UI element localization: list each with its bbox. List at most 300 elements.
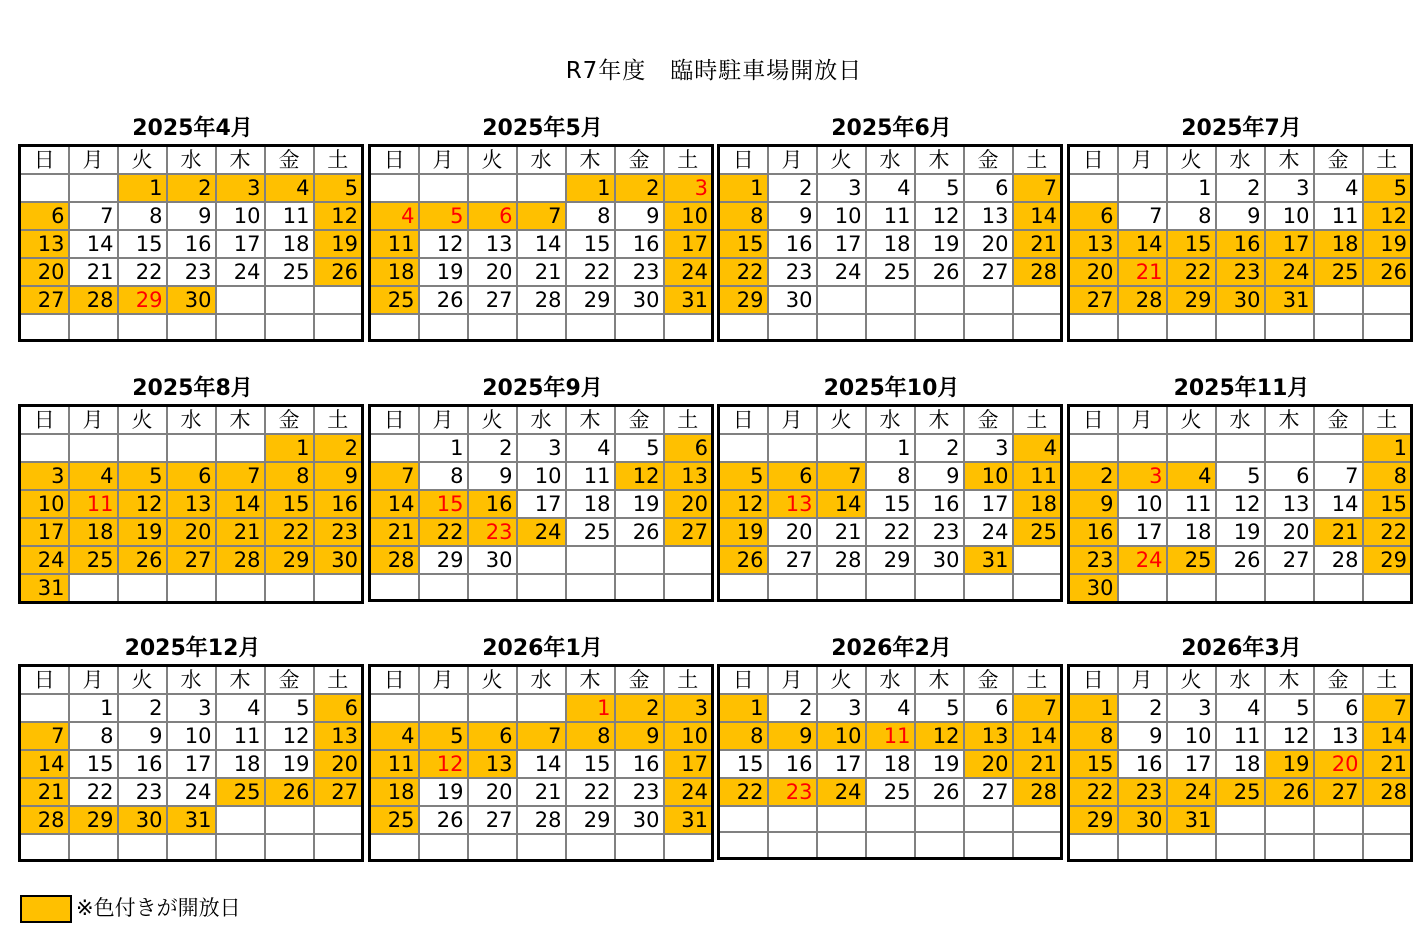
empty-cell	[314, 286, 363, 314]
day-cell: 25	[566, 518, 615, 546]
day-cell: 10	[1118, 490, 1167, 518]
day-cell: 23	[615, 778, 664, 806]
day-cell: 26	[615, 518, 664, 546]
weekday-header: 日	[719, 406, 768, 435]
day-cell: 18	[216, 750, 265, 778]
empty-cell	[20, 434, 69, 462]
day-cell: 22	[866, 518, 915, 546]
day-cell: 23	[167, 258, 216, 286]
day-cell: 2	[1069, 462, 1118, 490]
day-cell: 20	[964, 230, 1013, 258]
weekday-header: 水	[866, 146, 915, 175]
weekday-header: 金	[615, 666, 664, 695]
day-cell: 21	[1118, 258, 1167, 286]
empty-cell	[615, 834, 664, 860]
day-cell: 28	[20, 806, 69, 834]
month-calendar	[1067, 144, 1413, 342]
month-title: 2026年3月	[1181, 636, 1302, 661]
month-calendar	[18, 404, 364, 604]
weekday-header: 水	[167, 406, 216, 435]
weekday-header: 日	[370, 146, 419, 175]
day-cell: 10	[964, 462, 1013, 490]
empty-cell	[566, 314, 615, 340]
month-title: 2025年8月	[132, 376, 253, 401]
empty-cell	[1013, 314, 1062, 340]
day-cell: 25	[69, 546, 118, 574]
weekday-header: 水	[866, 406, 915, 435]
day-cell: 13	[314, 722, 363, 750]
week-row	[1069, 258, 1412, 286]
empty-cell	[517, 834, 566, 860]
weekday-header: 火	[118, 406, 167, 435]
day-cell: 27	[768, 546, 817, 574]
week-row	[1069, 462, 1412, 490]
weekday-header: 木	[216, 146, 265, 175]
day-cell: 16	[314, 490, 363, 518]
day-cell: 26	[314, 258, 363, 286]
month-title: 2025年6月	[831, 116, 952, 141]
empty-cell	[1118, 574, 1167, 603]
week-row	[370, 314, 713, 340]
day-cell: 19	[1363, 230, 1412, 258]
day-cell: 3	[664, 174, 713, 202]
week-row	[719, 202, 1062, 230]
day-cell: 30	[1118, 806, 1167, 834]
empty-cell	[1265, 834, 1314, 860]
day-cell: 20	[664, 490, 713, 518]
empty-cell	[817, 314, 866, 340]
empty-cell	[216, 806, 265, 834]
day-cell: 28	[817, 546, 866, 574]
day-cell: 1	[265, 434, 314, 462]
day-cell: 3	[167, 694, 216, 722]
day-cell: 5	[915, 174, 964, 202]
day-cell: 27	[314, 778, 363, 806]
empty-cell	[866, 314, 915, 340]
day-cell: 9	[314, 462, 363, 490]
empty-cell	[817, 832, 866, 858]
day-cell: 11	[1167, 490, 1216, 518]
day-cell: 4	[1314, 174, 1363, 202]
day-cell: 13	[964, 202, 1013, 230]
week-row	[20, 806, 363, 834]
week-row	[370, 750, 713, 778]
day-cell: 2	[1216, 174, 1265, 202]
day-cell: 16	[1069, 518, 1118, 546]
weekday-header: 木	[1265, 666, 1314, 695]
week-row	[20, 202, 363, 230]
weekday-header: 月	[419, 146, 468, 175]
day-cell: 1	[1363, 434, 1412, 462]
weekday-header: 土	[314, 406, 363, 435]
day-cell: 12	[314, 202, 363, 230]
empty-cell	[419, 834, 468, 860]
day-cell: 22	[719, 778, 768, 806]
empty-cell	[20, 174, 69, 202]
day-cell: 13	[1069, 230, 1118, 258]
empty-cell	[1013, 546, 1062, 574]
day-cell: 31	[664, 806, 713, 834]
day-cell: 18	[566, 490, 615, 518]
empty-cell	[1314, 286, 1363, 314]
week-row	[20, 834, 363, 860]
weekday-header: 木	[216, 666, 265, 695]
week-row	[719, 286, 1062, 314]
day-cell: 27	[468, 286, 517, 314]
week-row	[1069, 434, 1412, 462]
week-row	[719, 314, 1062, 340]
empty-cell	[69, 574, 118, 603]
empty-cell	[1167, 834, 1216, 860]
day-cell: 16	[615, 230, 664, 258]
day-cell: 24	[817, 778, 866, 806]
day-cell: 2	[915, 434, 964, 462]
day-cell: 20	[1314, 750, 1363, 778]
day-cell: 22	[1167, 258, 1216, 286]
weekday-header: 日	[20, 146, 69, 175]
day-cell: 24	[216, 258, 265, 286]
weekday-header: 木	[566, 666, 615, 695]
day-cell: 3	[1265, 174, 1314, 202]
week-row	[20, 546, 363, 574]
week-row	[719, 434, 1062, 462]
empty-cell	[817, 434, 866, 462]
day-cell: 29	[566, 286, 615, 314]
day-cell: 2	[468, 434, 517, 462]
day-cell: 4	[566, 434, 615, 462]
day-cell: 28	[1118, 286, 1167, 314]
weekday-header: 木	[216, 406, 265, 435]
day-cell: 2	[1118, 694, 1167, 722]
day-cell: 17	[1265, 230, 1314, 258]
day-cell: 25	[866, 778, 915, 806]
weekday-header: 金	[964, 666, 1013, 695]
week-row	[719, 518, 1062, 546]
empty-cell	[719, 314, 768, 340]
weekday-header: 土	[664, 406, 713, 435]
weekday-header: 日	[1069, 406, 1118, 435]
empty-cell	[1216, 806, 1265, 834]
weekday-header: 金	[615, 146, 664, 175]
week-row	[370, 722, 713, 750]
empty-cell	[1013, 806, 1062, 832]
day-cell: 2	[768, 694, 817, 722]
day-cell: 6	[1069, 202, 1118, 230]
day-cell: 31	[20, 574, 69, 603]
day-cell: 8	[1363, 462, 1412, 490]
day-cell: 14	[1013, 202, 1062, 230]
empty-cell	[1363, 314, 1412, 340]
day-cell: 1	[118, 174, 167, 202]
day-cell: 30	[468, 546, 517, 574]
day-cell: 17	[817, 750, 866, 778]
day-cell: 24	[1118, 546, 1167, 574]
day-cell: 28	[1363, 778, 1412, 806]
month-calendar	[18, 144, 364, 342]
day-cell: 24	[167, 778, 216, 806]
weekday-header: 金	[615, 406, 664, 435]
day-cell: 30	[118, 806, 167, 834]
empty-cell	[1363, 806, 1412, 834]
day-cell: 16	[468, 490, 517, 518]
empty-cell	[20, 314, 69, 340]
day-cell: 15	[566, 750, 615, 778]
day-cell: 17	[167, 750, 216, 778]
day-cell: 22	[566, 778, 615, 806]
day-cell: 4	[370, 722, 419, 750]
empty-cell	[866, 286, 915, 314]
day-cell: 11	[1216, 722, 1265, 750]
day-cell: 15	[1363, 490, 1412, 518]
day-cell: 29	[866, 546, 915, 574]
empty-cell	[517, 574, 566, 600]
day-cell: 24	[664, 778, 713, 806]
month-calendar	[1067, 664, 1413, 862]
weekday-header: 木	[915, 146, 964, 175]
day-cell: 4	[216, 694, 265, 722]
weekday-header: 火	[817, 666, 866, 695]
weekday-header: 金	[265, 146, 314, 175]
day-cell: 11	[370, 750, 419, 778]
day-cell: 9	[915, 462, 964, 490]
day-cell: 26	[419, 806, 468, 834]
week-row	[719, 574, 1062, 600]
weekday-header: 土	[1363, 146, 1412, 175]
day-cell: 23	[118, 778, 167, 806]
empty-cell	[1167, 314, 1216, 340]
week-row	[370, 694, 713, 722]
day-cell: 28	[517, 806, 566, 834]
day-cell: 27	[167, 546, 216, 574]
week-row	[20, 778, 363, 806]
weekday-header: 金	[1314, 146, 1363, 175]
day-cell: 14	[1314, 490, 1363, 518]
week-row	[370, 258, 713, 286]
month-title: 2025年10月	[823, 376, 960, 401]
day-cell: 18	[265, 230, 314, 258]
day-cell: 19	[265, 750, 314, 778]
empty-cell	[370, 834, 419, 860]
empty-cell	[719, 574, 768, 600]
empty-cell	[817, 806, 866, 832]
weekday-header: 金	[1314, 666, 1363, 695]
empty-cell	[265, 286, 314, 314]
empty-cell	[1167, 574, 1216, 603]
day-cell: 8	[69, 722, 118, 750]
month-title: 2025年11月	[1173, 376, 1310, 401]
empty-cell	[866, 832, 915, 858]
day-cell: 20	[964, 750, 1013, 778]
day-cell: 16	[118, 750, 167, 778]
empty-cell	[419, 574, 468, 600]
day-cell: 23	[768, 258, 817, 286]
empty-cell	[1363, 286, 1412, 314]
week-row	[1069, 174, 1412, 202]
empty-cell	[216, 286, 265, 314]
day-cell: 7	[69, 202, 118, 230]
day-cell: 17	[664, 230, 713, 258]
day-cell: 10	[167, 722, 216, 750]
day-cell: 31	[664, 286, 713, 314]
weekday-header: 木	[566, 406, 615, 435]
weekday-header: 月	[1118, 146, 1167, 175]
day-cell: 10	[20, 490, 69, 518]
day-cell: 8	[866, 462, 915, 490]
day-cell: 20	[468, 258, 517, 286]
empty-cell	[915, 286, 964, 314]
day-cell: 25	[1167, 546, 1216, 574]
day-cell: 7	[1118, 202, 1167, 230]
day-cell: 30	[1216, 286, 1265, 314]
month-calendar	[717, 404, 1063, 602]
empty-cell	[1118, 434, 1167, 462]
day-cell: 24	[664, 258, 713, 286]
week-row	[20, 750, 363, 778]
week-row	[20, 518, 363, 546]
day-cell: 3	[1167, 694, 1216, 722]
day-cell: 24	[817, 258, 866, 286]
weekday-header: 水	[1216, 406, 1265, 435]
day-cell: 7	[517, 202, 566, 230]
week-row	[370, 834, 713, 860]
week-row	[719, 722, 1062, 750]
day-cell: 26	[915, 258, 964, 286]
empty-cell	[1069, 434, 1118, 462]
day-cell: 15	[719, 750, 768, 778]
empty-cell	[370, 174, 419, 202]
day-cell: 26	[118, 546, 167, 574]
month-title: 2026年1月	[482, 636, 603, 661]
day-cell: 8	[1069, 722, 1118, 750]
week-row	[719, 806, 1062, 832]
day-cell: 9	[615, 202, 664, 230]
day-cell: 4	[1167, 462, 1216, 490]
day-cell: 27	[664, 518, 713, 546]
day-cell: 7	[817, 462, 866, 490]
day-cell: 26	[1216, 546, 1265, 574]
weekday-header: 水	[866, 666, 915, 695]
empty-cell	[1265, 574, 1314, 603]
empty-cell	[265, 806, 314, 834]
empty-cell	[468, 834, 517, 860]
day-cell: 3	[1118, 462, 1167, 490]
week-row	[719, 778, 1062, 806]
empty-cell	[915, 314, 964, 340]
day-cell: 14	[1013, 722, 1062, 750]
week-row	[370, 806, 713, 834]
day-cell: 19	[915, 750, 964, 778]
day-cell: 5	[419, 722, 468, 750]
day-cell: 10	[1167, 722, 1216, 750]
empty-cell	[615, 314, 664, 340]
weekday-header: 火	[468, 666, 517, 695]
empty-cell	[265, 834, 314, 860]
day-cell: 11	[265, 202, 314, 230]
day-cell: 21	[20, 778, 69, 806]
weekday-header: 月	[419, 406, 468, 435]
day-cell: 20	[1069, 258, 1118, 286]
empty-cell	[167, 574, 216, 603]
weekday-header: 火	[468, 146, 517, 175]
day-cell: 5	[314, 174, 363, 202]
empty-cell	[817, 286, 866, 314]
week-row	[719, 174, 1062, 202]
week-row	[370, 490, 713, 518]
weekday-header: 金	[265, 406, 314, 435]
day-cell: 4	[265, 174, 314, 202]
day-cell: 13	[167, 490, 216, 518]
day-cell: 17	[216, 230, 265, 258]
day-cell: 28	[1314, 546, 1363, 574]
week-row	[719, 230, 1062, 258]
week-row	[370, 778, 713, 806]
day-cell: 30	[167, 286, 216, 314]
empty-cell	[314, 834, 363, 860]
week-row	[719, 462, 1062, 490]
day-cell: 15	[719, 230, 768, 258]
empty-cell	[1216, 314, 1265, 340]
empty-cell	[1013, 574, 1062, 600]
week-row	[20, 230, 363, 258]
day-cell: 19	[719, 518, 768, 546]
empty-cell	[566, 546, 615, 574]
empty-cell	[1314, 434, 1363, 462]
weekday-header: 日	[370, 406, 419, 435]
day-cell: 19	[419, 778, 468, 806]
day-cell: 13	[1314, 722, 1363, 750]
weekday-header: 水	[1216, 146, 1265, 175]
day-cell: 18	[1216, 750, 1265, 778]
day-cell: 11	[370, 230, 419, 258]
day-cell: 21	[1013, 750, 1062, 778]
week-row	[719, 832, 1062, 858]
day-cell: 2	[768, 174, 817, 202]
empty-cell	[314, 574, 363, 603]
empty-cell	[768, 314, 817, 340]
empty-cell	[1216, 434, 1265, 462]
empty-cell	[69, 174, 118, 202]
month-calendar	[368, 404, 714, 602]
weekday-header: 月	[69, 146, 118, 175]
week-row	[1069, 202, 1412, 230]
day-cell: 22	[1363, 518, 1412, 546]
day-cell: 1	[566, 694, 615, 722]
day-cell: 17	[517, 490, 566, 518]
week-row	[1069, 546, 1412, 574]
day-cell: 28	[1013, 778, 1062, 806]
day-cell: 26	[265, 778, 314, 806]
day-cell: 27	[468, 806, 517, 834]
empty-cell	[118, 834, 167, 860]
day-cell: 25	[216, 778, 265, 806]
day-cell: 10	[817, 722, 866, 750]
day-cell: 25	[370, 806, 419, 834]
day-cell: 19	[1216, 518, 1265, 546]
day-cell: 23	[1118, 778, 1167, 806]
empty-cell	[370, 314, 419, 340]
day-cell: 10	[817, 202, 866, 230]
empty-cell	[1118, 314, 1167, 340]
day-cell: 8	[566, 202, 615, 230]
day-cell: 6	[468, 722, 517, 750]
day-cell: 5	[615, 434, 664, 462]
day-cell: 18	[1314, 230, 1363, 258]
day-cell: 20	[20, 258, 69, 286]
weekday-header: 火	[817, 146, 866, 175]
day-cell: 29	[1069, 806, 1118, 834]
day-cell: 25	[265, 258, 314, 286]
empty-cell	[314, 314, 363, 340]
